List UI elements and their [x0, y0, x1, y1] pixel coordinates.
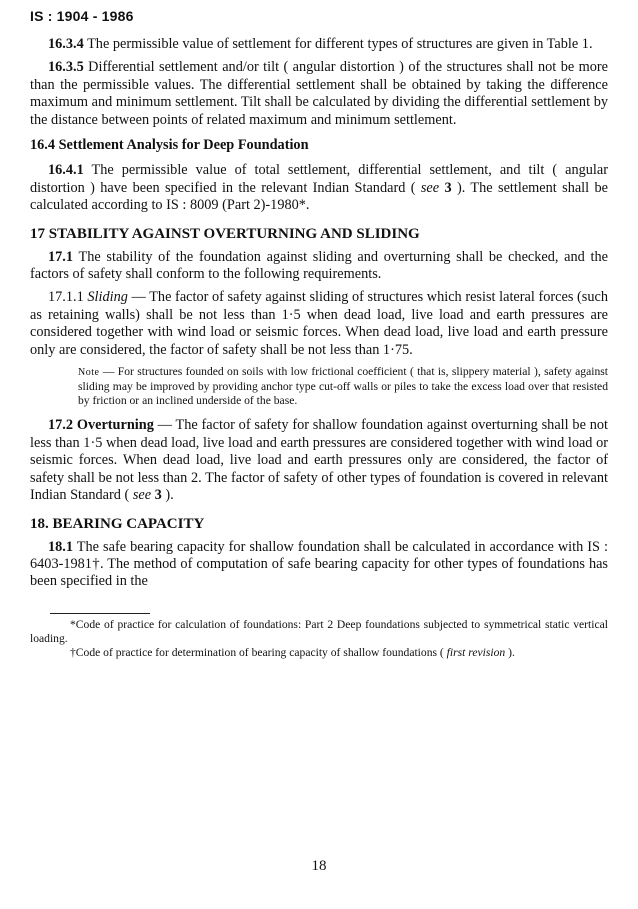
note-text: — For structures founded on soils with low frictional coefficient ( that is, slippery material ), safety against sliding may be improved by providing anchor type cut-off walls or piles to take the excess load over that resisted by friction or an inclined underside of the base. [78, 365, 608, 407]
clause-title: Overturning [73, 417, 154, 434]
clause-text: — The factor of safety against sliding of structures which resist lateral forces (such as retaining walls) shall be not less than 1·5 when dead load, live load and earth pressures are considered together with wind load or seismic forces. When dead load, live load and earth pressure only are considered, the factor of safety shall be not less than 1·75. [30, 289, 609, 358]
clause-text: — The factor of safety for shallow foundation against overturning shall be not less than 1·5 when dead load, live load and earth pressures are considered together with wind load or seismic forces. When dead load, live load and earth pressures only are considered, the factor of safety shall be not less than 2. The factor of safety of other types of foundation is covered in relevant Indian Standard ( [30, 417, 608, 504]
page-header: IS : 1904 - 1986 [30, 8, 134, 24]
see-word: see [132, 487, 152, 504]
page-number: 18 [311, 858, 327, 874]
reference-number: 3 [439, 179, 452, 196]
clause-number: 17.2 [48, 417, 74, 434]
clause-18-1 [30, 539, 608, 591]
clause-16-3-4 [30, 36, 608, 53]
section-heading-17: 17 STABILITY AGAINST OVERTURNING AND SLIDING [30, 225, 420, 242]
clause-title: Sliding [87, 289, 128, 306]
clause-text-cont: ). [161, 487, 174, 504]
clause-text-cont: ). The settlement shall be calculated according to IS : 8009 (Part 2)-1980*. [30, 179, 608, 214]
clause-text: The permissible value of settlement for different types of structures are given in Table 1. [83, 36, 593, 52]
footnote-text: †Code of practice for determination of bearing capacity of shallow foundations ( [70, 645, 447, 659]
note-label: Note [78, 367, 100, 379]
clause-number: 17.1 [48, 248, 74, 265]
clause-number: 16.3.4 [48, 36, 84, 52]
clause-16-3-5 [30, 59, 608, 129]
footnote-divider [50, 613, 150, 614]
footnote-2 [30, 646, 608, 660]
section-heading-16-4: 16.4 Settlement Analysis for Deep Foundation [30, 137, 309, 154]
footnote-italic: first revision [446, 645, 506, 659]
reference-number: 3 [151, 487, 162, 504]
clause-text: Differential settlement and/or tilt ( angular distortion ) of the structures shall not be more than the permissible values. The differential settlement shall be obtained by taking the difference maximum and minimum settlement. Tilt shall be calculated by dividing the differential settlement by the distance between points of related maximum and minimum settlement. [30, 59, 608, 128]
clause-17-2 [30, 417, 608, 504]
clause-number: 16.4.1 [48, 162, 84, 179]
clause-text: The stability of the foundation against sliding and overturning shall be checked, and the factors of safety shall conform to the following requirements. [30, 248, 608, 283]
section-heading-18: 18. BEARING CAPACITY [30, 515, 205, 532]
clause-text: The safe bearing capacity for shallow foundation shall be calculated in accordance with IS : 6403-1981†. The method of computation of safe bearing capacity for other types of foundations has been specified in the [30, 538, 608, 590]
clause-17-1-1 [30, 289, 608, 359]
see-word: see [420, 179, 440, 196]
footnote-text-cont: ). [505, 645, 515, 659]
clause-number: 16.3.5 [48, 59, 84, 76]
clause-number: 17.1.1 [48, 289, 84, 306]
clause-number: 18.1 [48, 538, 74, 555]
note [30, 365, 608, 407]
clause-text: The permissible value of total settlement, differential settlement, and tilt ( angular distortion ) have been specified in the relevant Indian Standard ( [30, 162, 608, 196]
footnote-1: *Code of practice for calculation of foundations: Part 2 Deep foundations subjected to symmetrical static vertical loading. [30, 617, 608, 645]
clause-17-1 [30, 249, 608, 284]
clause-16-4-1 [30, 162, 608, 214]
